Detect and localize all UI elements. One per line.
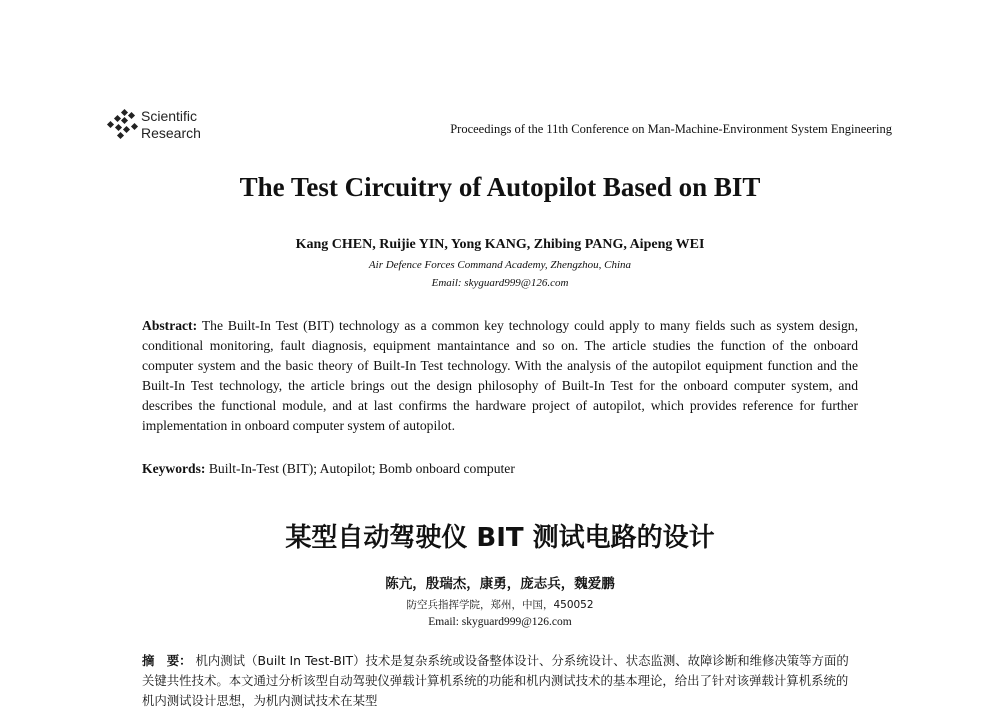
abstract-paragraph bbox=[142, 316, 858, 436]
logo-dots-icon bbox=[108, 110, 142, 140]
chinese-abstract-paragraph bbox=[142, 651, 858, 710]
logo-text-line2: Research bbox=[141, 125, 201, 141]
proceedings-header: Proceedings of the 11th Conference on Man-Machine-Environment System Engineering bbox=[450, 122, 892, 136]
paper-authors: Kang CHEN, Ruijie YIN, Yong KANG, Zhibing PANG, Aipeng WEI bbox=[295, 237, 705, 252]
chinese-affiliation: 防空兵指挥学院，郑州，中国，450052 bbox=[406, 599, 594, 611]
chinese-abstract-text: 机内测试（Built In Test-BIT）技术是复杂系统或设备整体设计、分系统设计、状态监测、故障诊断和维修决策等方面的关键共性技术。本文通过分析该型自动驾驶仪弹载计算机系统的功能和机内测试技术的基本理论，给出了针对该弹载计算机系统的机内测试设计思想，为机内测试技术在某型 bbox=[142, 653, 849, 708]
chinese-email: Email: skyguard999@126.com bbox=[428, 616, 572, 628]
chinese-abstract-label: 摘 要： bbox=[142, 653, 192, 668]
chinese-authors: 陈亢，殷瑞杰，康勇，庞志兵，魏爱鹏 bbox=[385, 576, 615, 592]
publisher-logo bbox=[108, 108, 218, 148]
paper-affiliation: Air Defence Forces Command Academy, Zhengzhou, China bbox=[368, 259, 632, 271]
keywords-label: Keywords: bbox=[142, 461, 206, 476]
keywords-text: Built-In-Test (BIT); Autopilot; Bomb onboard computer bbox=[208, 461, 515, 476]
keywords-paragraph bbox=[142, 461, 858, 477]
chinese-title: 某型自动驾驶仪 BIT 测试电路的设计 bbox=[285, 523, 715, 553]
paper-email: Email: skyguard999@126.com bbox=[431, 277, 569, 289]
abstract-label: Abstract: bbox=[142, 318, 198, 333]
logo-text-line1: Scientific bbox=[141, 108, 198, 124]
abstract-text: The Built-In Test (BIT) technology as a common key technology could apply to many fields such as system design, conditional monitoring, fault diagnosis, equipment mantaintance and so on. The article studies the function of the onboard computer system and the basic theory of Built-In Test technology. With the analysis of the autopilot equipment function and the Built-In Test technology, the article brings out the design philosophy of Built-In Test for the onboard computer system, and describes the functional module, and at last confirms the hardware project of autopilot, which provides reference for further implementation in onboard computer system of autopilot. bbox=[142, 318, 859, 433]
paper-title: The Test Circuitry of Autopilot Based on BIT bbox=[239, 172, 761, 202]
